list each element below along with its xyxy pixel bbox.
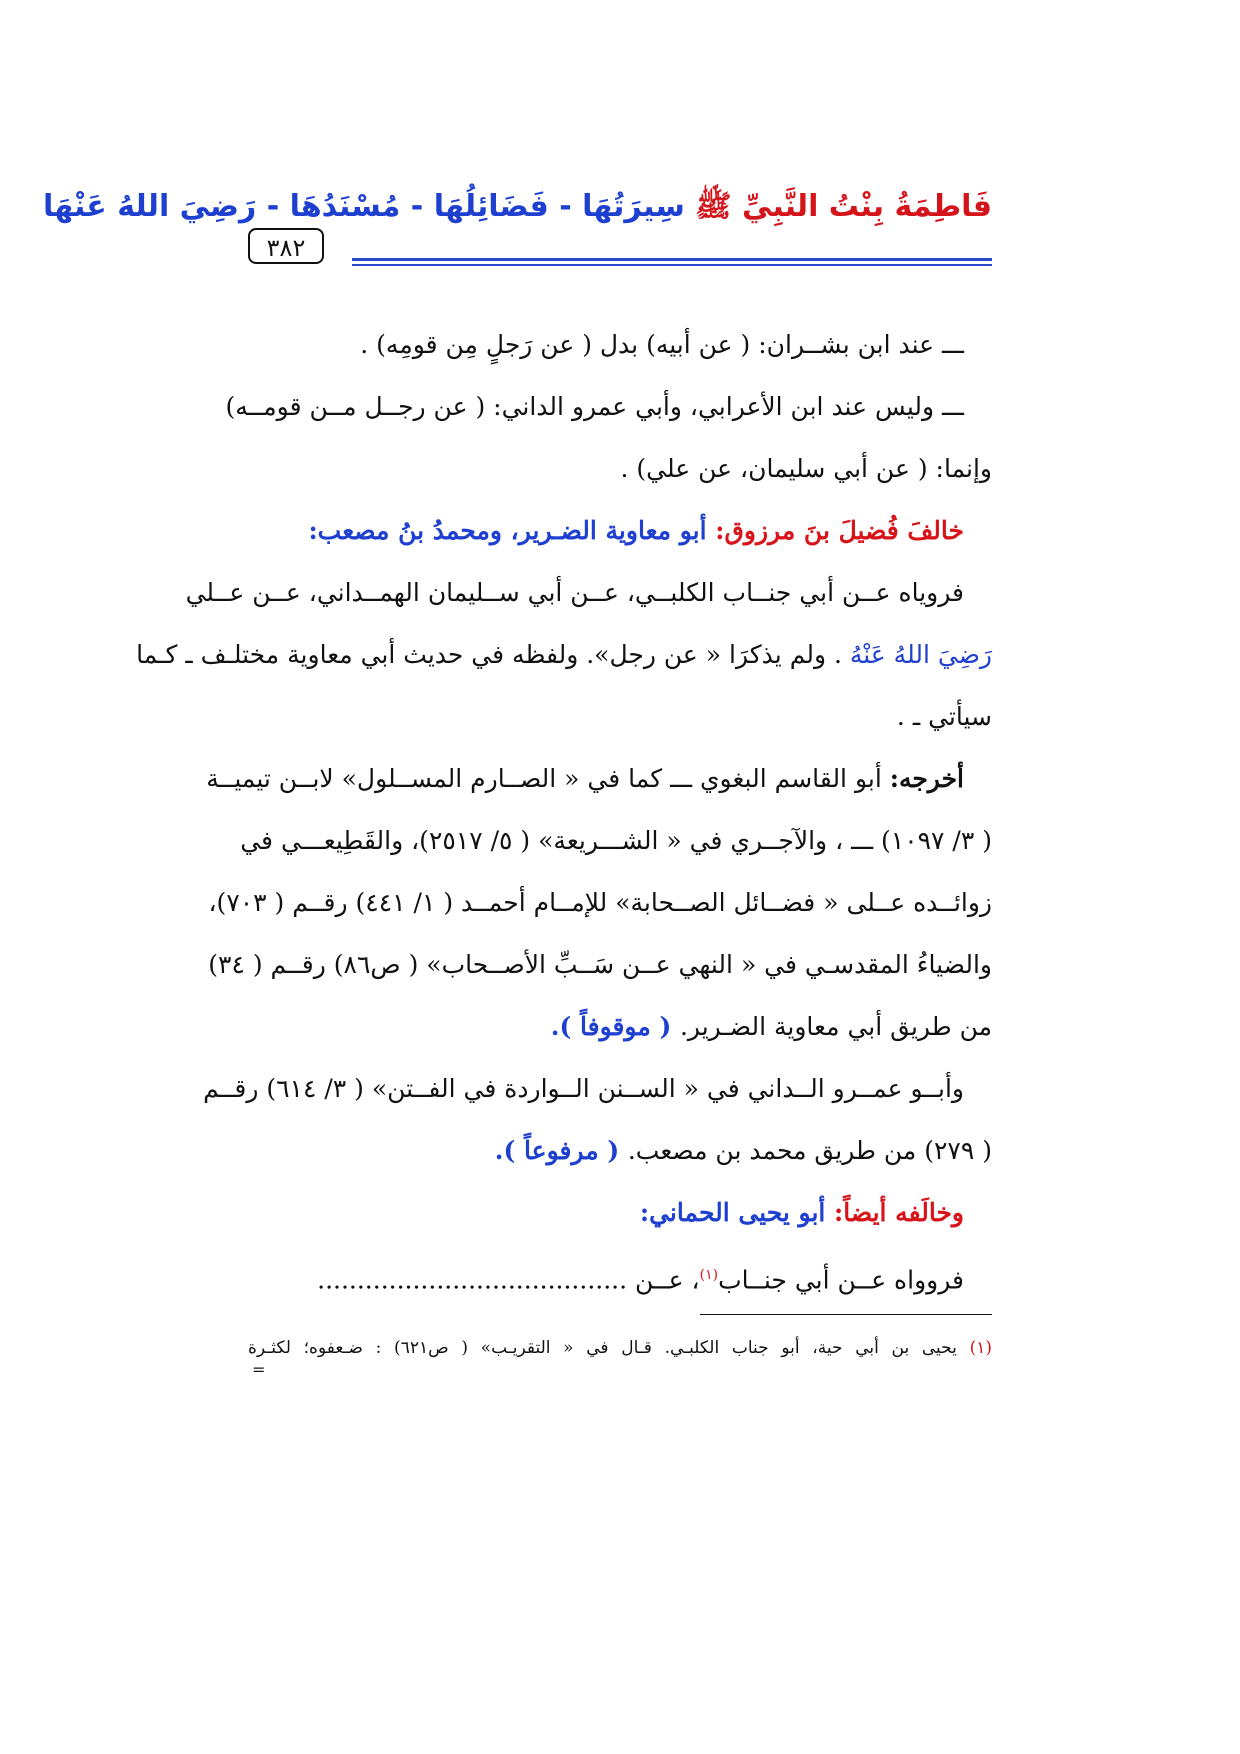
text-line	[248, 1002, 992, 1064]
takhrij-label: أخرجه:	[889, 764, 964, 793]
text-line: زوائــده عــلى « فضــائل الصــحابة» للإمــام أحمــد ( ١/ ٤٤١) رقــم ( ٧٠٣)،	[208, 888, 992, 917]
text-span: أبو القاسم البغوي ـــ كما في « الصــارم المســلول» لابــن تيميــة	[206, 764, 890, 793]
text-span: ، عــن .......................................	[317, 1265, 700, 1295]
verdict-mawquf: ( موقوفاً ).	[550, 1012, 680, 1041]
header-rule-thin	[352, 264, 992, 266]
footnote-continuation: =	[252, 1360, 266, 1379]
text-line	[136, 630, 992, 692]
main-text	[136, 320, 992, 1312]
heading-lead: خالفَ فُضيلَ بنَ مرزوق:	[715, 516, 964, 545]
text-line: فروياه عــن أبي جنــاب الكلبــي، عــن أبي ســليمان الهمــداني، عــن عــلي	[185, 578, 964, 607]
footnote	[248, 1334, 992, 1362]
heading-names: أبو يحيى الحماني:	[639, 1198, 835, 1227]
running-title-main: فَاطِمَةُ بِنْتُ النَّبِيِّ ﷺ	[695, 189, 992, 224]
page-number: ٣٨٢	[248, 228, 324, 264]
page-header	[42, 180, 992, 280]
text-line: ( ٣/ ١٠٩٧) ـــ ، والآجــري في « الشـــريعة» ( ٥/ ٢٥١٧)، والقَطِيعـــي في	[240, 826, 992, 855]
text-line: والضياءُ المقدسـي في « النهي عــن سَــبِّ الأصــحاب» ( ص٨٦) رقــم ( ٣٤)	[208, 950, 992, 979]
footnote-marker[interactable]: (١)	[699, 1267, 719, 1283]
text-line	[248, 1250, 992, 1312]
section-heading	[248, 506, 992, 568]
text-span: فروواه عــن أبي جنــاب	[718, 1265, 964, 1295]
heading-lead: وخالَفه أيضاً:	[834, 1198, 964, 1227]
text-span: . ولم يذكرَا « عن رجل». ولفظه في حديث أبي معاوية مختلـف ـ كـما	[136, 640, 850, 669]
footnote-number: (١)	[969, 1338, 992, 1358]
text-line: سيأتي ـ .	[896, 702, 992, 731]
footnote-text: يحيى بن أبي حية، أبو جناب الكلبـي. قـال في « التقريـب» ( ص٦٢١) : ضـعفوه؛ لكثـرة	[248, 1338, 970, 1358]
text-span: ( ٢٧٩) من طريق محمد بن مصعب.	[627, 1136, 992, 1165]
honorific: رَضِيَ اللهُ عَنْهُ	[849, 640, 992, 669]
header-rule	[352, 258, 992, 261]
text-line	[206, 754, 992, 816]
running-title	[42, 188, 992, 231]
text-line: ـــ عند ابن بشــران: ( عن أبيه) بدل ( عن رَجلٍ مِن قومِه) .	[360, 330, 964, 359]
text-line: وإنما: ( عن أبي سليمان، عن علي) .	[620, 454, 992, 483]
footnote-separator	[700, 1314, 992, 1315]
heading-names: أبو معاوية الضـرير، ومحمدُ بنُ مصعب:	[308, 516, 716, 545]
running-title-sub: سِيرَتُهَا - فَضَائِلُهَا - مُسْنَدُهَا - رَضِيَ اللهُ عَنْهَا	[42, 189, 696, 224]
section-heading	[248, 1188, 992, 1250]
text-span: من طريق أبي معاوية الضـرير.	[679, 1012, 992, 1041]
text-line: وأبــو عمــرو الــداني في « الســنن الــواردة في الفــتن» ( ٣/ ٦١٤) رقــم	[203, 1074, 964, 1103]
text-line	[248, 1126, 992, 1188]
text-line: ـــ وليس عند ابن الأعرابي، وأبي عمرو الداني: ( عن رجــل مــن قومــه)	[225, 392, 964, 421]
verdict-marfu: ( مرفوعاً ).	[494, 1136, 628, 1165]
